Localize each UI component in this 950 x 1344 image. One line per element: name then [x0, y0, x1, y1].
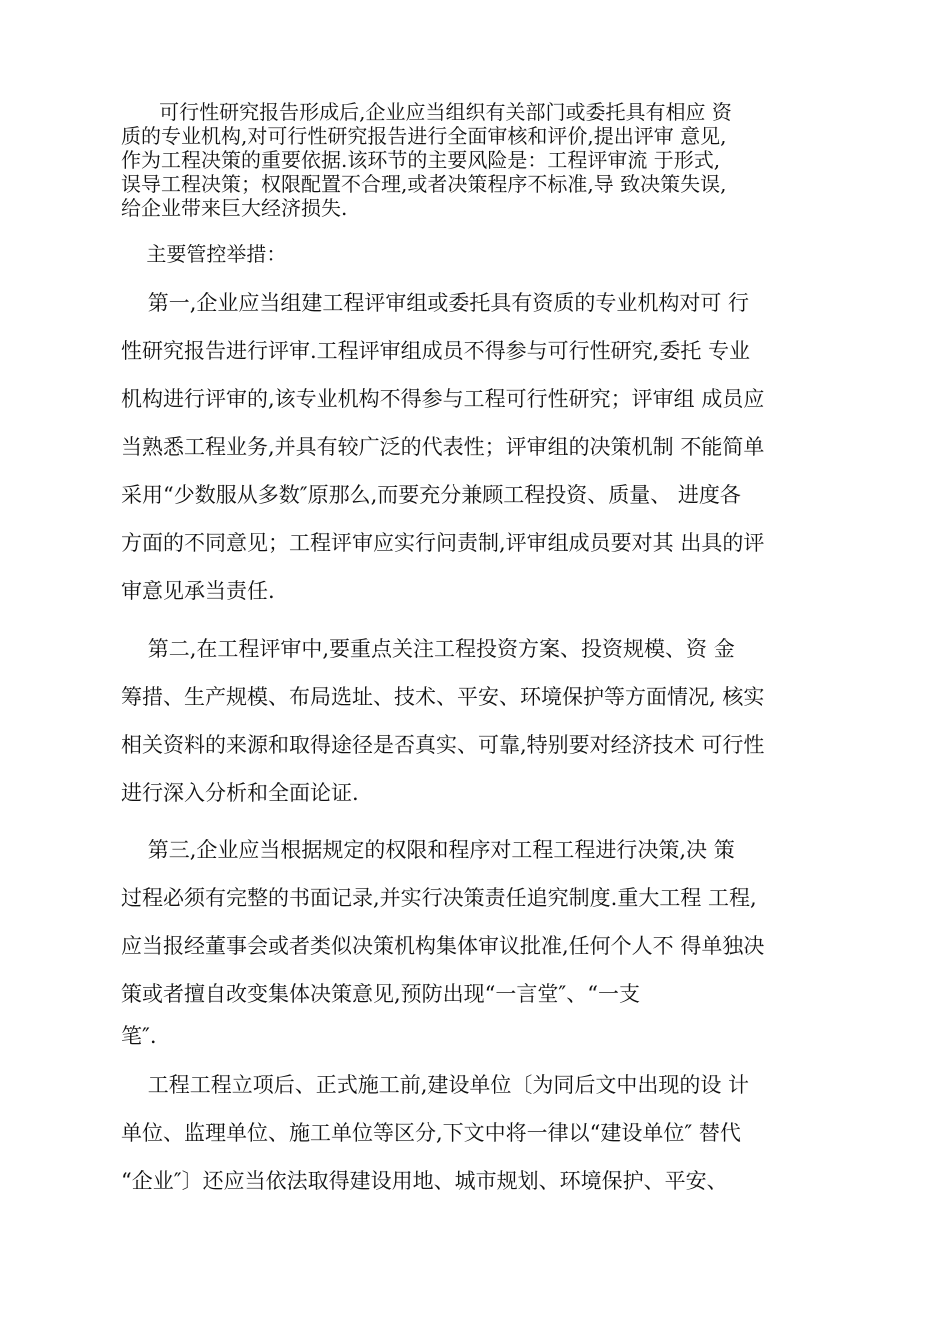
text-line: 采用“少数服从多数″原那么,而要充分兼顾工程投资、质量、 进度各 [121, 483, 741, 507]
text-line: 应当报经董事会或者类似决策机构集体审议批准,任何个人不 得单独决 [121, 934, 765, 958]
text-line: 性研究报告进行评审.工程评审组成员不得参与可行性研究,委托 专业 [121, 339, 751, 363]
paragraph-project-approval [121, 1061, 831, 1205]
paragraph-third-measure-tail [121, 1024, 831, 1048]
text-line: 给企业带来巨大经济损失. [121, 196, 348, 220]
text-line: 第一,企业应当组建工程评审组或委托具有资质的专业机构对可 行 [121, 291, 750, 315]
text-line: 误导工程决策；权限配置不合理,或者决策程序不标准,导 致决策失误, [121, 172, 727, 196]
section-heading: 主要管控举措： [121, 242, 287, 266]
text-line: “企业″〕还应当依法取得建设用地、城市规划、环境保护、平安、 [121, 1169, 728, 1193]
text-line: 作为工程决策的重要依据.该环节的主要风险是：工程评审流 于形式, [121, 148, 721, 172]
text-line: 相关资料的来源和取得途径是否真实、可靠,特别要对经济技术 可行性 [121, 733, 765, 757]
text-line: 筹措、生产规模、布局选址、技术、平安、环境保护等方面情况, 核实 [121, 685, 765, 709]
text-line: 进行深入分析和全面论证. [121, 781, 359, 805]
text-line: 质的专业机构,对可行性研究报告进行全面审核和评价,提出评审 意见, [121, 124, 727, 148]
text-line: 可行性研究报告形成后,企业应当组织有关部门或委托具有相应 资 [121, 100, 732, 124]
text-line: 第三,企业应当根据规定的权限和程序对工程工程进行决策,决 策 [121, 838, 735, 862]
text-line: 单位、监理单位、施工单位等区分,下文中将一律以“建设单位″ 替代 [121, 1121, 741, 1145]
text-line: 第二,在工程评审中,要重点关注工程投资方案、投资规模、资 金 [121, 637, 735, 661]
heading-control-measures [121, 242, 831, 266]
paragraph-feasibility-review [121, 100, 831, 220]
text-line: 审意见承当责任. [121, 579, 275, 603]
text-line: 当熟悉工程业务,并具有较广泛的代表性；评审组的决策机制 不能简单 [121, 435, 765, 459]
paragraph-second-measure [121, 625, 831, 817]
paragraph-third-measure [121, 826, 831, 1018]
text-line: 策或者擅自改变集体决策意见,预防出现“一言堂″、“一支 [121, 982, 640, 1006]
text-line: 工程工程立项后、正式施工前,建设单位〔为同后文中出现的设 计 [121, 1073, 750, 1097]
text-line: 过程必须有完整的书面记录,并实行决策责任追究制度.重大工程 工程, [121, 886, 757, 910]
paragraph-first-measure [121, 279, 831, 615]
text-line: 方面的不同意见；工程评审应实行问责制,评审组成员要对其 出具的评 [121, 531, 765, 555]
text-line: 笔″. [121, 1024, 157, 1048]
text-line: 机构进行评审的,该专业机构不得参与工程可行性研究；评审组 成员应 [121, 387, 765, 411]
